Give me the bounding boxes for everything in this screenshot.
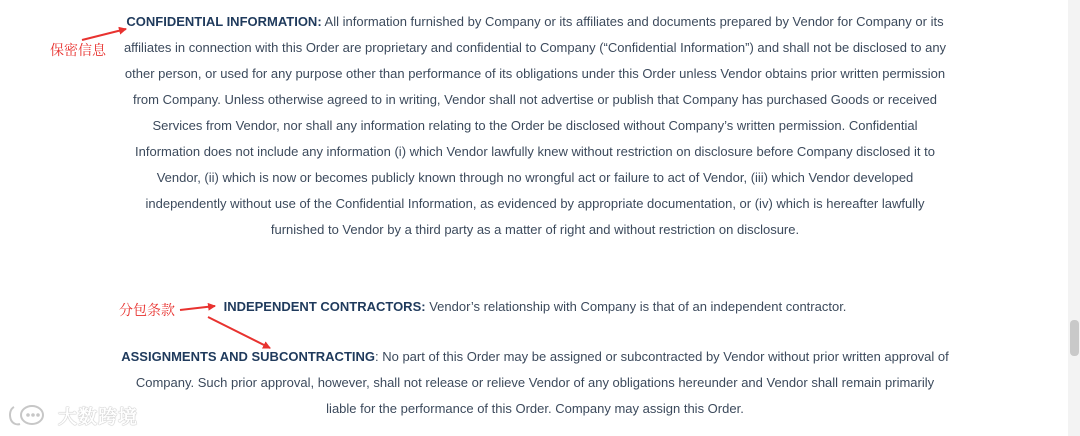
watermark-text: 大数跨境	[58, 406, 139, 428]
confidential-information-paragraph	[120, 9, 950, 243]
assignments-subcontracting-body: : No part of this Order may be assigned or subcontracted by Vendor without prior written approval of Company. Such prior approval, however, shall not release or relieve Vendor of any obligations hereunder and Vendor shall remain primarily liable for the performance of this Order. Company may assign this Order.	[135, 349, 949, 416]
independent-contractors-heading: INDEPENDENT CONTRACTORS:	[223, 299, 426, 314]
confidential-information-heading: CONFIDENTIAL INFORMATION:	[126, 14, 322, 29]
assignments-subcontracting-heading: ASSIGNMENTS AND SUBCONTRACTING	[121, 349, 375, 364]
independent-contractors-body: Vendor’s relationship with Company is that of an independent contractor.	[425, 299, 847, 314]
confidential-annotation-label: 保密信息	[50, 43, 106, 59]
confidential-information-body: All information furnished by Company or its affiliates and documents prepared by Vendor for Company or its affiliates in connection with this Order are proprietary and confidential to Company (“Confidential Information”) and shall not be disclosed to any other person, or used for any purpose other than performance of its obligations under this Order unless Vendor obtains prior written permission from Company. Unless otherwise agreed to in writing, Vendor shall not advertise or publish that Company has purchased Goods or received Services from Vendor, nor shall any information relating to the Order be disclosed without Company’s written permission. Confidential Information does not include any information (i) which Vendor lawfully knew without restriction on disclosure before Company disclosed it to Vendor, (ii) which is now or becomes publicly known through no wrongful act or failure to act of Vendor, (iii) which Vendor developed independently without use of the Confidential Information, as evidenced by appropriate documentation, or (iv) which is hereafter lawfully furnished to Vendor by a third party as a matter of right and without restriction on disclosure.	[123, 14, 947, 237]
scrollbar-thumb[interactable]	[1070, 320, 1079, 356]
subcontract-annotation-label: 分包条款	[119, 303, 175, 319]
assignments-subcontracting-paragraph	[120, 344, 950, 422]
independent-contractors-paragraph	[120, 294, 950, 320]
vertical-scrollbar[interactable]	[1068, 0, 1080, 436]
watermark	[8, 402, 138, 429]
chat-bubble-logo-icon	[8, 403, 52, 429]
